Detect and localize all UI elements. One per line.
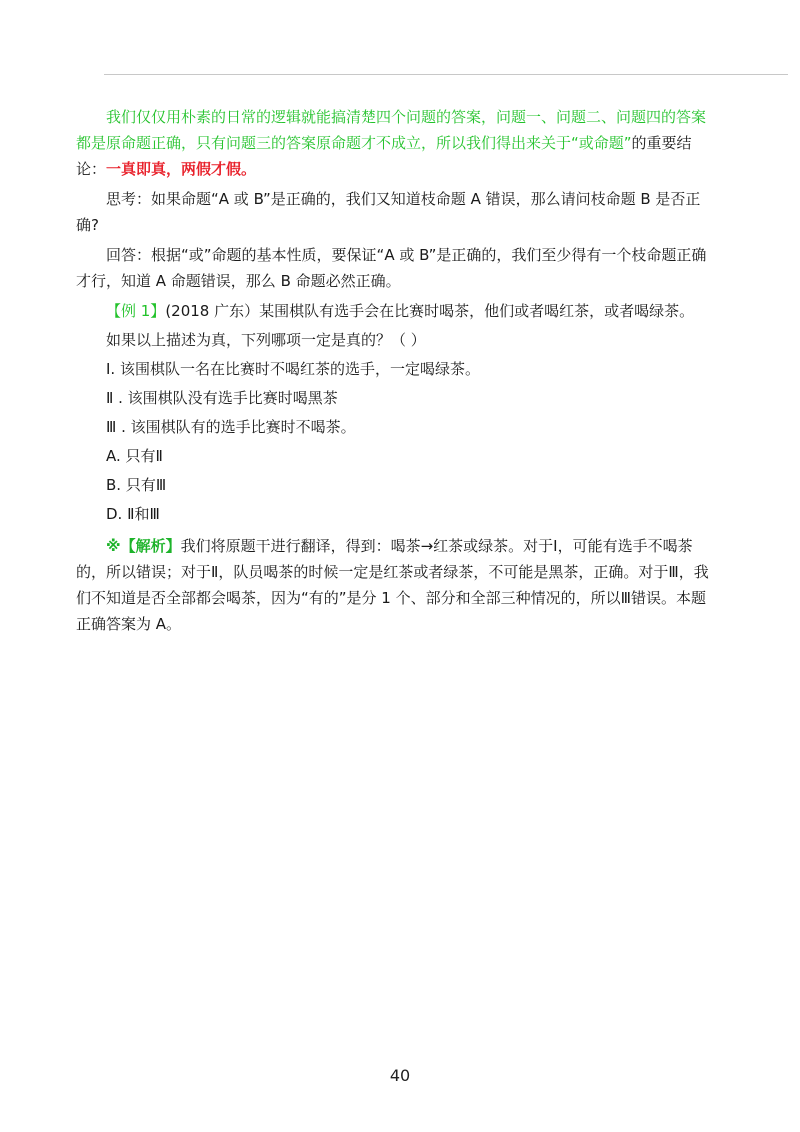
intro-green-text: 我们仅仅用朴素的日常的逻辑就能搞清楚四个问题的答案，问题一、问题二、问题四的答案都是原命题正确，只有问题三的答案原命题才不成立，所以我们得出来关于“或命题” [76,108,707,152]
intro-paragraph [76,104,712,182]
example-block [76,298,712,527]
page-content [76,104,712,637]
analysis-text: 我们将原题干进行翻译，得到：喝茶→红茶或绿茶。对于Ⅰ，可能有选手不喝茶的，所以错误；对于Ⅱ，队员喝茶的时候一定是红茶或者绿茶，不可能是黑茶，正确。对于Ⅲ，我们不知道是否全部都会喝茶，因为“有的”是分 1 个、部分和全部三种情况的，所以Ⅲ错误。本题正确答案为 A。 [76,537,709,633]
example-stem: (2018 广东）某围棋队有选手会在比赛时喝茶，他们或者喝红茶，或者喝绿茶。 [165,302,695,320]
statement-1: I. 该围棋队一名在比赛时不喝红茶的选手，一定喝绿茶。 [106,360,480,378]
think-paragraph: 思考：如果命题“A 或 B”是正确的，我们又知道枝命题 A 错误，那么请问枝命题 B 是否正确? [76,190,701,234]
statement-3: Ⅲ . 该围棋队有的选手比赛时不喝茶。 [106,418,356,436]
header-rule [104,74,788,75]
conclusion-text: 一真即真，两假才假。 [106,160,257,178]
analysis-block [76,533,712,637]
option-b: B. 只有Ⅲ [106,476,167,494]
option-d: D. Ⅱ和Ⅲ [106,505,160,523]
example-tag: 【例 1】 [106,302,166,320]
conclusion-prefix: 的重要结论： [76,134,692,178]
option-a: A. 只有Ⅱ [106,447,163,465]
answer-paragraph: 回答：根据“或”命题的基本性质，要保证“A 或 B”是正确的，我们至少得有一个枝命题正确才行，知道 A 命题错误，那么 B 命题必然正确。 [76,246,707,290]
page-number: 40 [389,1066,411,1085]
statement-2: Ⅱ . 该围棋队没有选手比赛时喝黑茶 [106,389,338,407]
example-stem-line [76,298,712,324]
analysis-tag: ※【解析】 [106,537,181,555]
analysis-paragraph [76,533,712,637]
example-question: 如果以上描述为真，下列哪项一定是真的？（ ） [106,331,426,349]
